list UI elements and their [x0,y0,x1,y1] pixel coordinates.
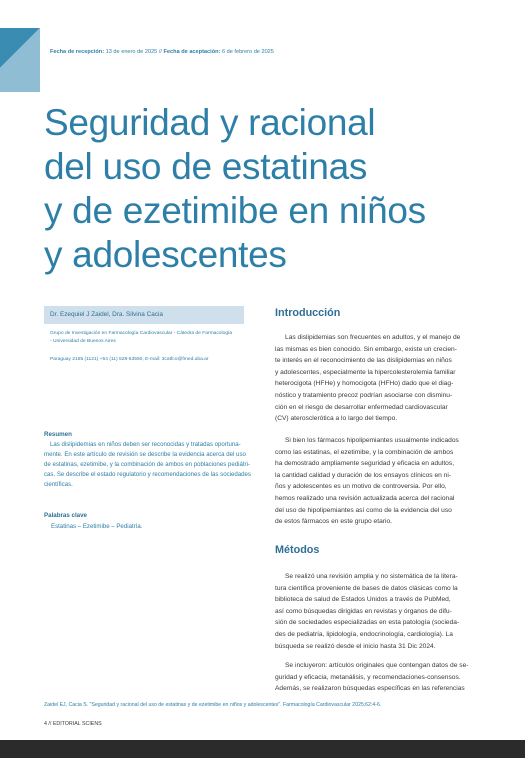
text-line: Se realizó una revisión amplia y no sistemática de la litera- [285,573,458,580]
text-line: las mismas es bien conocido. Sin embargo, existe un crecien- [275,345,457,353]
affiliation-line: Grupo de Investigación en Farmacología Cardiovascular - Cátedra de Farmacología [50,331,233,336]
intro-paragraph-1 [275,332,491,425]
text-line: Se incluyeron: artículos originales que contengan datos de se- [285,662,469,669]
text-line: como las estatinas, el ezetimibe, y la combinación de ambos [275,448,454,456]
abstract-body [44,440,262,490]
text-line: Además, se realizaron búsquedas específicas en las referencias [275,685,465,693]
text-line: des de pediatría, lipidología, endocrinología, cardiología). La [275,630,453,638]
text-line: nóstico y tratamiento precoz podrían asociarse con disminu- [275,391,453,399]
methods-heading: Métodos [275,544,320,556]
text-line: Las dislipidemias son frecuentes en adultos, y el manejo de [285,334,461,341]
contact-info: Paraguay 2155 (1121) +54 (11) 528-53550, E-mail: 3catfco@fmed.uba.ar [50,357,209,362]
title-line: y adolescentes [44,234,287,275]
abstract-line: mente. En este artículo de revisión se describe la evidencia acerca del uso [44,450,246,458]
abstract-line: Las dislipidemias en niños deben ser reconocidas y tratadas oportuna- [50,441,241,448]
abstract-line: científicas. [44,480,73,488]
authors: Dr. Ezequiel J Zaidel, Dra. Silvina Cacia [50,311,163,318]
affiliation-line: - Universidad de Buenos Aires [50,339,116,344]
methods-paragraph-1 [275,571,491,652]
text-line: así como búsquedas dirigidas en revistas y órganos de difu- [275,607,452,615]
abstract-heading: Resumen [44,431,72,438]
text-line: y adolescentes, especialmente la hipercolesterolemia familiar [275,368,456,376]
title-line: y de ezetimibe en niños [44,190,426,231]
text-line: (CV) aterosclerótica a lo largo del tiempo. [275,415,398,423]
text-line: búsqueda se realizó desde el inicio hasta 31 Dic 2024. [275,642,436,650]
intro-heading: Introducción [275,307,341,319]
title-line: del uso de estatinas [44,146,368,187]
text-line: te interés en el reconocimiento de las dislipidemias en niños [275,357,452,365]
methods-paragraph-2 [275,660,491,695]
text-line: sión de sociedades especializadas en esta patología (socieda- [275,619,460,627]
text-line: tura científica proveniente de bases de datos clásicas como la [275,584,458,592]
text-line: guridad y eficacia, metanálisis, y recomendaciones-consensos. [275,673,461,681]
abstract-line: cas. Se describe el estado regulatorio y recomendaciones de las sociedades [44,470,251,478]
text-line: ha demostrado ampliamente seguridad y eficacia en adultos, [275,460,455,468]
bottom-bar [0,740,525,758]
intro-paragraph-2 [275,435,491,528]
title-line: Seguridad y racional [44,102,376,143]
received-date: 13 de enero de 2025 [105,49,158,55]
page-footer: 4 // EDITORIAL SCIENS [44,721,102,727]
dates-line [50,49,274,55]
article-title [44,101,464,277]
corner-decoration [0,0,40,92]
text-line: de estos fármacos en este grupo etario. [275,518,393,526]
text-line: Si bien los fármacos hipolipemiantes usualmente indicados [285,437,459,444]
text-line: la cantidad calidad y duración de los ensayos clínicos en ni- [275,471,452,479]
text-line: ños y adolescentes es un motivo de controversia. Por ello, [275,483,447,491]
text-line: biblioteca de salud de Estados Unidos a través de PubMed, [275,596,451,604]
dates-separator: // [157,49,164,55]
accepted-label: Fecha de aceptación: [163,49,221,55]
text-line: ción en el riesgo de desarrollar enfermedad cardiovascular [275,403,448,411]
received-label: Fecha de recepción: [50,49,105,55]
citation-line: Zaidel EJ, Cacia S. "Seguridad y racional del uso de estatinas y de ezetimibe en niños y adolescentes". Farmacología Cardiovascular 2025;62:4-6. [44,702,382,708]
text-line: hemos realizado una revisión actualizada acerca del racional [275,494,455,502]
keywords-text: Estatinas – Ezetimibe – Pediatría. [51,523,143,530]
affiliation [50,330,250,346]
keywords-heading: Palabras clave [44,512,88,519]
text-line: del uso de hipolipemiantes así como de la evidencia del uso [275,506,452,514]
accepted-date: 6 de febrero de 2025 [221,49,274,55]
abstract-line: de estatinas, ezetimibe, y la combinación de ambos en poblaciones pediátri- [44,460,250,468]
text-line: heterocigota (HFHe) y homocigota (HFHo) dado que el diag- [275,380,454,388]
